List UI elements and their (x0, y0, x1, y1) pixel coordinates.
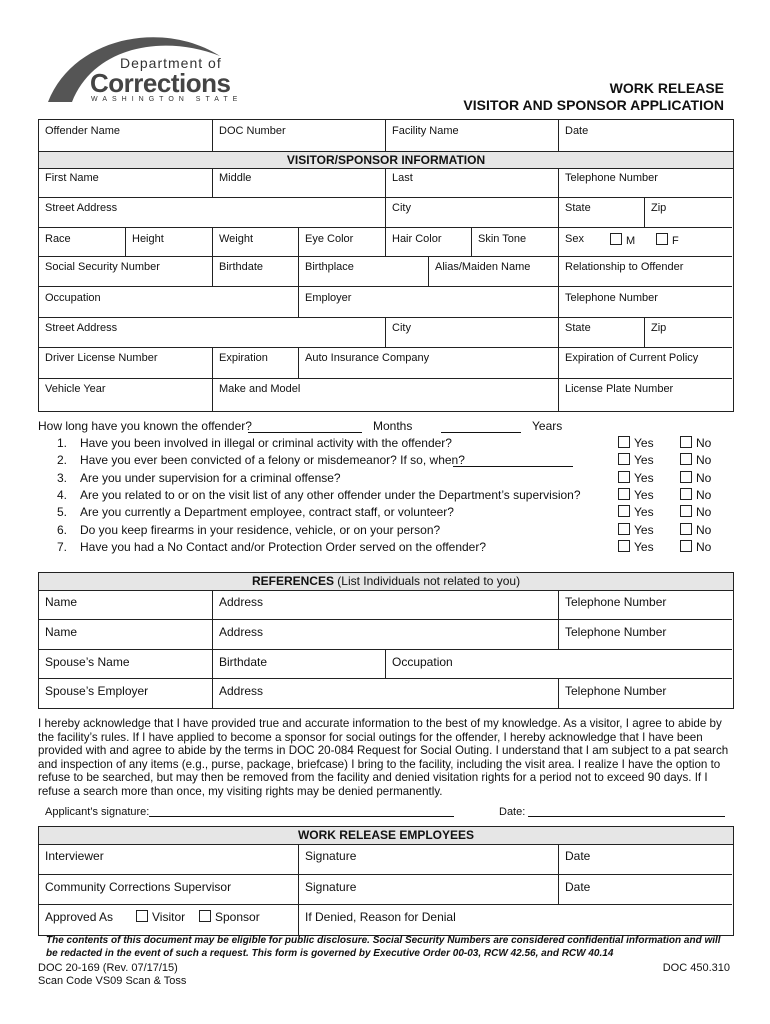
checkbox-icon (199, 910, 211, 922)
weight-field[interactable]: Weight (219, 233, 254, 245)
checkbox-icon (618, 488, 630, 500)
question-no-checkbox[interactable]: No (680, 523, 711, 537)
disclaimer-text: The contents of this document may be eligible for public disclosure. Social Security Numbers are considered confidential information and will be redacted in the event of such a request. This form is governed by Executive Order 00-03, RCW 42.56, and RCW 40.14 (46, 935, 721, 959)
employer-zip-field[interactable]: Zip (651, 322, 667, 334)
form-number: DOC 20-169 (Rev. 07/17/15) (38, 962, 178, 974)
question-number: 3. (57, 470, 68, 485)
visitor-row-name (38, 168, 732, 197)
reference2-address-field[interactable]: Address (219, 625, 264, 639)
checkbox-icon (610, 233, 622, 245)
date-field[interactable]: Date (565, 125, 589, 137)
checkbox-icon (680, 523, 692, 535)
checkbox-icon (618, 540, 630, 552)
telephone-field[interactable]: Telephone Number (565, 172, 658, 184)
question-number: 2. (57, 453, 68, 468)
occupation-field[interactable]: Occupation (45, 292, 101, 304)
height-field[interactable]: Height (132, 233, 164, 245)
ssn-field[interactable]: Social Security Number (45, 261, 160, 273)
reference-row (38, 590, 732, 619)
checkbox-icon (656, 233, 668, 245)
question-text: Have you had a No Contact and/or Protection Order served on the offender? (80, 539, 487, 554)
months-label: Months (373, 419, 413, 433)
visitor-row-identity (38, 256, 732, 287)
question-no-checkbox[interactable]: No (680, 540, 711, 554)
question-text: Are you currently a Department employee, contract staff, or volunteer? (80, 505, 454, 520)
question-no-checkbox[interactable]: No (680, 488, 711, 502)
known-years-input[interactable] (441, 418, 521, 433)
last-name-field[interactable]: Last (392, 172, 413, 184)
question-yes-checkbox[interactable]: Yes (618, 540, 654, 554)
make-model-field[interactable]: Make and Model (219, 383, 301, 395)
state-field[interactable]: State (565, 202, 591, 214)
checkbox-icon (680, 436, 692, 448)
question-text: Do you keep firearms in your residence, vehicle, or on your person? (80, 522, 441, 537)
sex-label: Sex (565, 233, 584, 245)
logo-line3: WASHINGTON STATE (91, 96, 243, 103)
approved-visitor-checkbox[interactable]: Visitor (136, 910, 185, 924)
spouse-employer-row (38, 678, 732, 708)
question-text: Have you ever been convicted of a felony or misdemeanor? If so, when? (80, 453, 465, 468)
skin-tone-field[interactable]: Skin Tone (478, 233, 527, 245)
applicant-signature-label: Applicant’s signature: (45, 806, 150, 818)
city-field[interactable]: City (392, 202, 411, 214)
offender-row (38, 119, 732, 151)
checkbox-icon (680, 540, 692, 552)
reference1-phone-field[interactable]: Telephone Number (565, 595, 667, 609)
visitor-row-license (38, 347, 732, 379)
checkbox-icon (680, 453, 692, 465)
conviction-date-input[interactable] (453, 452, 573, 467)
approved-as-label: Approved As (45, 910, 114, 924)
checkbox-icon (618, 523, 630, 535)
known-duration-label: How long have you known the offender? (38, 419, 252, 433)
checkbox-icon (618, 453, 630, 465)
middle-name-field[interactable]: Middle (219, 172, 252, 184)
question-text: Are you related to or on the visit list of any other offender under the Department’s supervision? (80, 487, 581, 502)
signature-date-input[interactable] (528, 803, 725, 817)
visitor-row-vehicle (38, 378, 732, 411)
question-yes-checkbox[interactable]: Yes (618, 488, 654, 502)
birthplace-field[interactable]: Birthplace (305, 261, 354, 273)
question-number: 5. (57, 505, 68, 520)
license-plate-field[interactable]: License Plate Number (565, 383, 674, 395)
question-number: 7. (57, 539, 68, 554)
spouse-birthdate-field[interactable]: Birthdate (219, 655, 268, 669)
logo-line2: Corrections (90, 68, 231, 98)
interviewer-field[interactable]: Interviewer (45, 849, 104, 863)
visitor-row-address (38, 197, 732, 228)
references-heading-rest: (List Individuals not related to you) (337, 574, 521, 588)
checkbox-icon (618, 436, 630, 448)
form-title-1: WORK RELEASE (609, 80, 724, 96)
reference2-phone-field[interactable]: Telephone Number (565, 625, 667, 639)
scan-code: Scan Code VS09 Scan & Toss (38, 975, 187, 987)
form-title-2: VISITOR AND SPONSOR APPLICATION (463, 97, 724, 113)
denial-reason-field[interactable]: If Denied, Reason for Denial (305, 910, 456, 924)
policy-expiration-field[interactable]: Expiration of Current Policy (565, 352, 699, 364)
spouse-employer-field[interactable]: Spouse’s Employer (45, 684, 149, 698)
employer-state-field[interactable]: State (565, 322, 591, 334)
question-text: Have you been involved in illegal or criminal activity with the offender? (80, 436, 452, 450)
reference1-name-field[interactable]: Name (45, 595, 78, 609)
checkbox-icon (680, 488, 692, 500)
doc-code: DOC 450.310 (662, 962, 730, 974)
reference2-name-field[interactable]: Name (45, 625, 78, 639)
supervisor-signature-field[interactable]: Signature (305, 880, 357, 894)
checkbox-icon (680, 471, 692, 483)
checkbox-icon (136, 910, 148, 922)
street-address-field[interactable]: Street Address (45, 202, 118, 214)
supervisor-field[interactable]: Community Corrections Supervisor (45, 880, 232, 894)
question-yes-checkbox[interactable]: Yes (618, 471, 654, 485)
spouse-employer-address-field[interactable]: Address (219, 684, 264, 698)
spouse-name-field[interactable]: Spouse’s Name (45, 655, 130, 669)
sex-male-checkbox[interactable]: M (610, 233, 635, 247)
question-no-checkbox[interactable]: No (680, 471, 711, 485)
spouse-occupation-field[interactable]: Occupation (392, 655, 453, 669)
race-field[interactable]: Race (45, 233, 71, 245)
references-heading (38, 572, 734, 591)
question-yes-checkbox[interactable]: Yes (618, 523, 654, 537)
logo-line1: Department of (120, 55, 222, 71)
offender-name-field[interactable]: Offender Name (45, 125, 121, 137)
doc-logo (44, 26, 244, 106)
visitor-row-employer-address (38, 317, 732, 348)
known-months-input[interactable] (248, 418, 362, 433)
license-expiration-field[interactable]: Expiration (219, 352, 268, 364)
spouse-employer-phone-field[interactable]: Telephone Number (565, 684, 667, 698)
question-text: Are you under supervision for a criminal offense? (80, 470, 341, 485)
interviewer-date-field[interactable]: Date (565, 849, 591, 863)
question-yes-checkbox[interactable]: Yes (618, 505, 654, 519)
checkbox-icon (618, 471, 630, 483)
facility-name-field[interactable]: Facility Name (392, 125, 459, 137)
doc-number-field[interactable]: DOC Number (219, 125, 286, 137)
employees-heading (38, 826, 734, 845)
relationship-field[interactable]: Relationship to Offender (565, 261, 684, 273)
employees-heading-text: WORK RELEASE EMPLOYEES (297, 828, 475, 842)
question-number: 6. (57, 522, 68, 537)
hair-color-field[interactable]: Hair Color (392, 233, 442, 245)
visitor-section-heading (38, 151, 734, 169)
applicant-signature-input[interactable] (149, 803, 454, 817)
alias-field[interactable]: Alias/Maiden Name (435, 261, 531, 273)
driver-license-field[interactable]: Driver License Number (45, 352, 158, 364)
checkbox-icon (680, 505, 692, 517)
checkbox-icon (618, 505, 630, 517)
visitor-row-physical (38, 227, 732, 257)
question-no-checkbox[interactable]: No (680, 453, 711, 467)
reference-row (38, 619, 732, 650)
interviewer-row (38, 844, 732, 874)
approved-sponsor-checkbox[interactable]: Sponsor (199, 910, 260, 924)
question-yes-checkbox[interactable]: Yes (618, 453, 654, 467)
signature-date-label: Date: (499, 806, 526, 818)
employer-city-field[interactable]: City (392, 322, 411, 334)
employer-street-field[interactable]: Street Address (45, 322, 118, 334)
question-no-checkbox[interactable]: No (680, 505, 711, 519)
acknowledgement-text: I hereby acknowledge that I have provided true and accurate information to the best of my knowledge. As a visitor, I agree to abide by the facility’s rules. If I have applied to become a sponsor for social outings for the offender, I hereby acknowledge that I have been provided with and agree to abide by the terms in DOC 20-084 Request for Social Outing. I understand that I am subject to a pat search and inspection of any items (e.g., purse, package, briefcase) I bring to the facility, including the visit area. I realize I have the option to refuse to be searched, but may then be removed from the facility and denied visitation rights for a period not to exceed 90 days. If I refuse a search more than once, my visiting rights may be denied permanently. (38, 717, 729, 798)
insurance-company-field[interactable]: Auto Insurance Company (305, 352, 430, 364)
birthdate-field[interactable]: Birthdate (219, 261, 264, 273)
visitor-row-occupation (38, 286, 732, 318)
visitor-heading-text: VISITOR/SPONSOR INFORMATION (286, 153, 486, 167)
question-number: 1. (57, 436, 68, 450)
question-number: 4. (57, 487, 68, 502)
first-name-field[interactable]: First Name (45, 172, 99, 184)
eye-color-field[interactable]: Eye Color (305, 233, 354, 245)
employer-telephone-field[interactable]: Telephone Number (565, 292, 658, 304)
question-yes-checkbox[interactable]: Yes (618, 436, 654, 450)
years-label: Years (532, 419, 563, 433)
approval-row (38, 904, 732, 935)
supervisor-row (38, 874, 732, 905)
employer-field[interactable]: Employer (305, 292, 352, 304)
vehicle-year-field[interactable]: Vehicle Year (45, 383, 106, 395)
question-no-checkbox[interactable]: No (680, 436, 711, 450)
reference1-address-field[interactable]: Address (219, 595, 264, 609)
supervisor-date-field[interactable]: Date (565, 880, 591, 894)
references-heading-bold: REFERENCES (251, 574, 334, 588)
sex-female-checkbox[interactable]: F (656, 233, 679, 247)
spouse-row (38, 649, 732, 679)
interviewer-signature-field[interactable]: Signature (305, 849, 357, 863)
zip-field[interactable]: Zip (651, 202, 667, 214)
